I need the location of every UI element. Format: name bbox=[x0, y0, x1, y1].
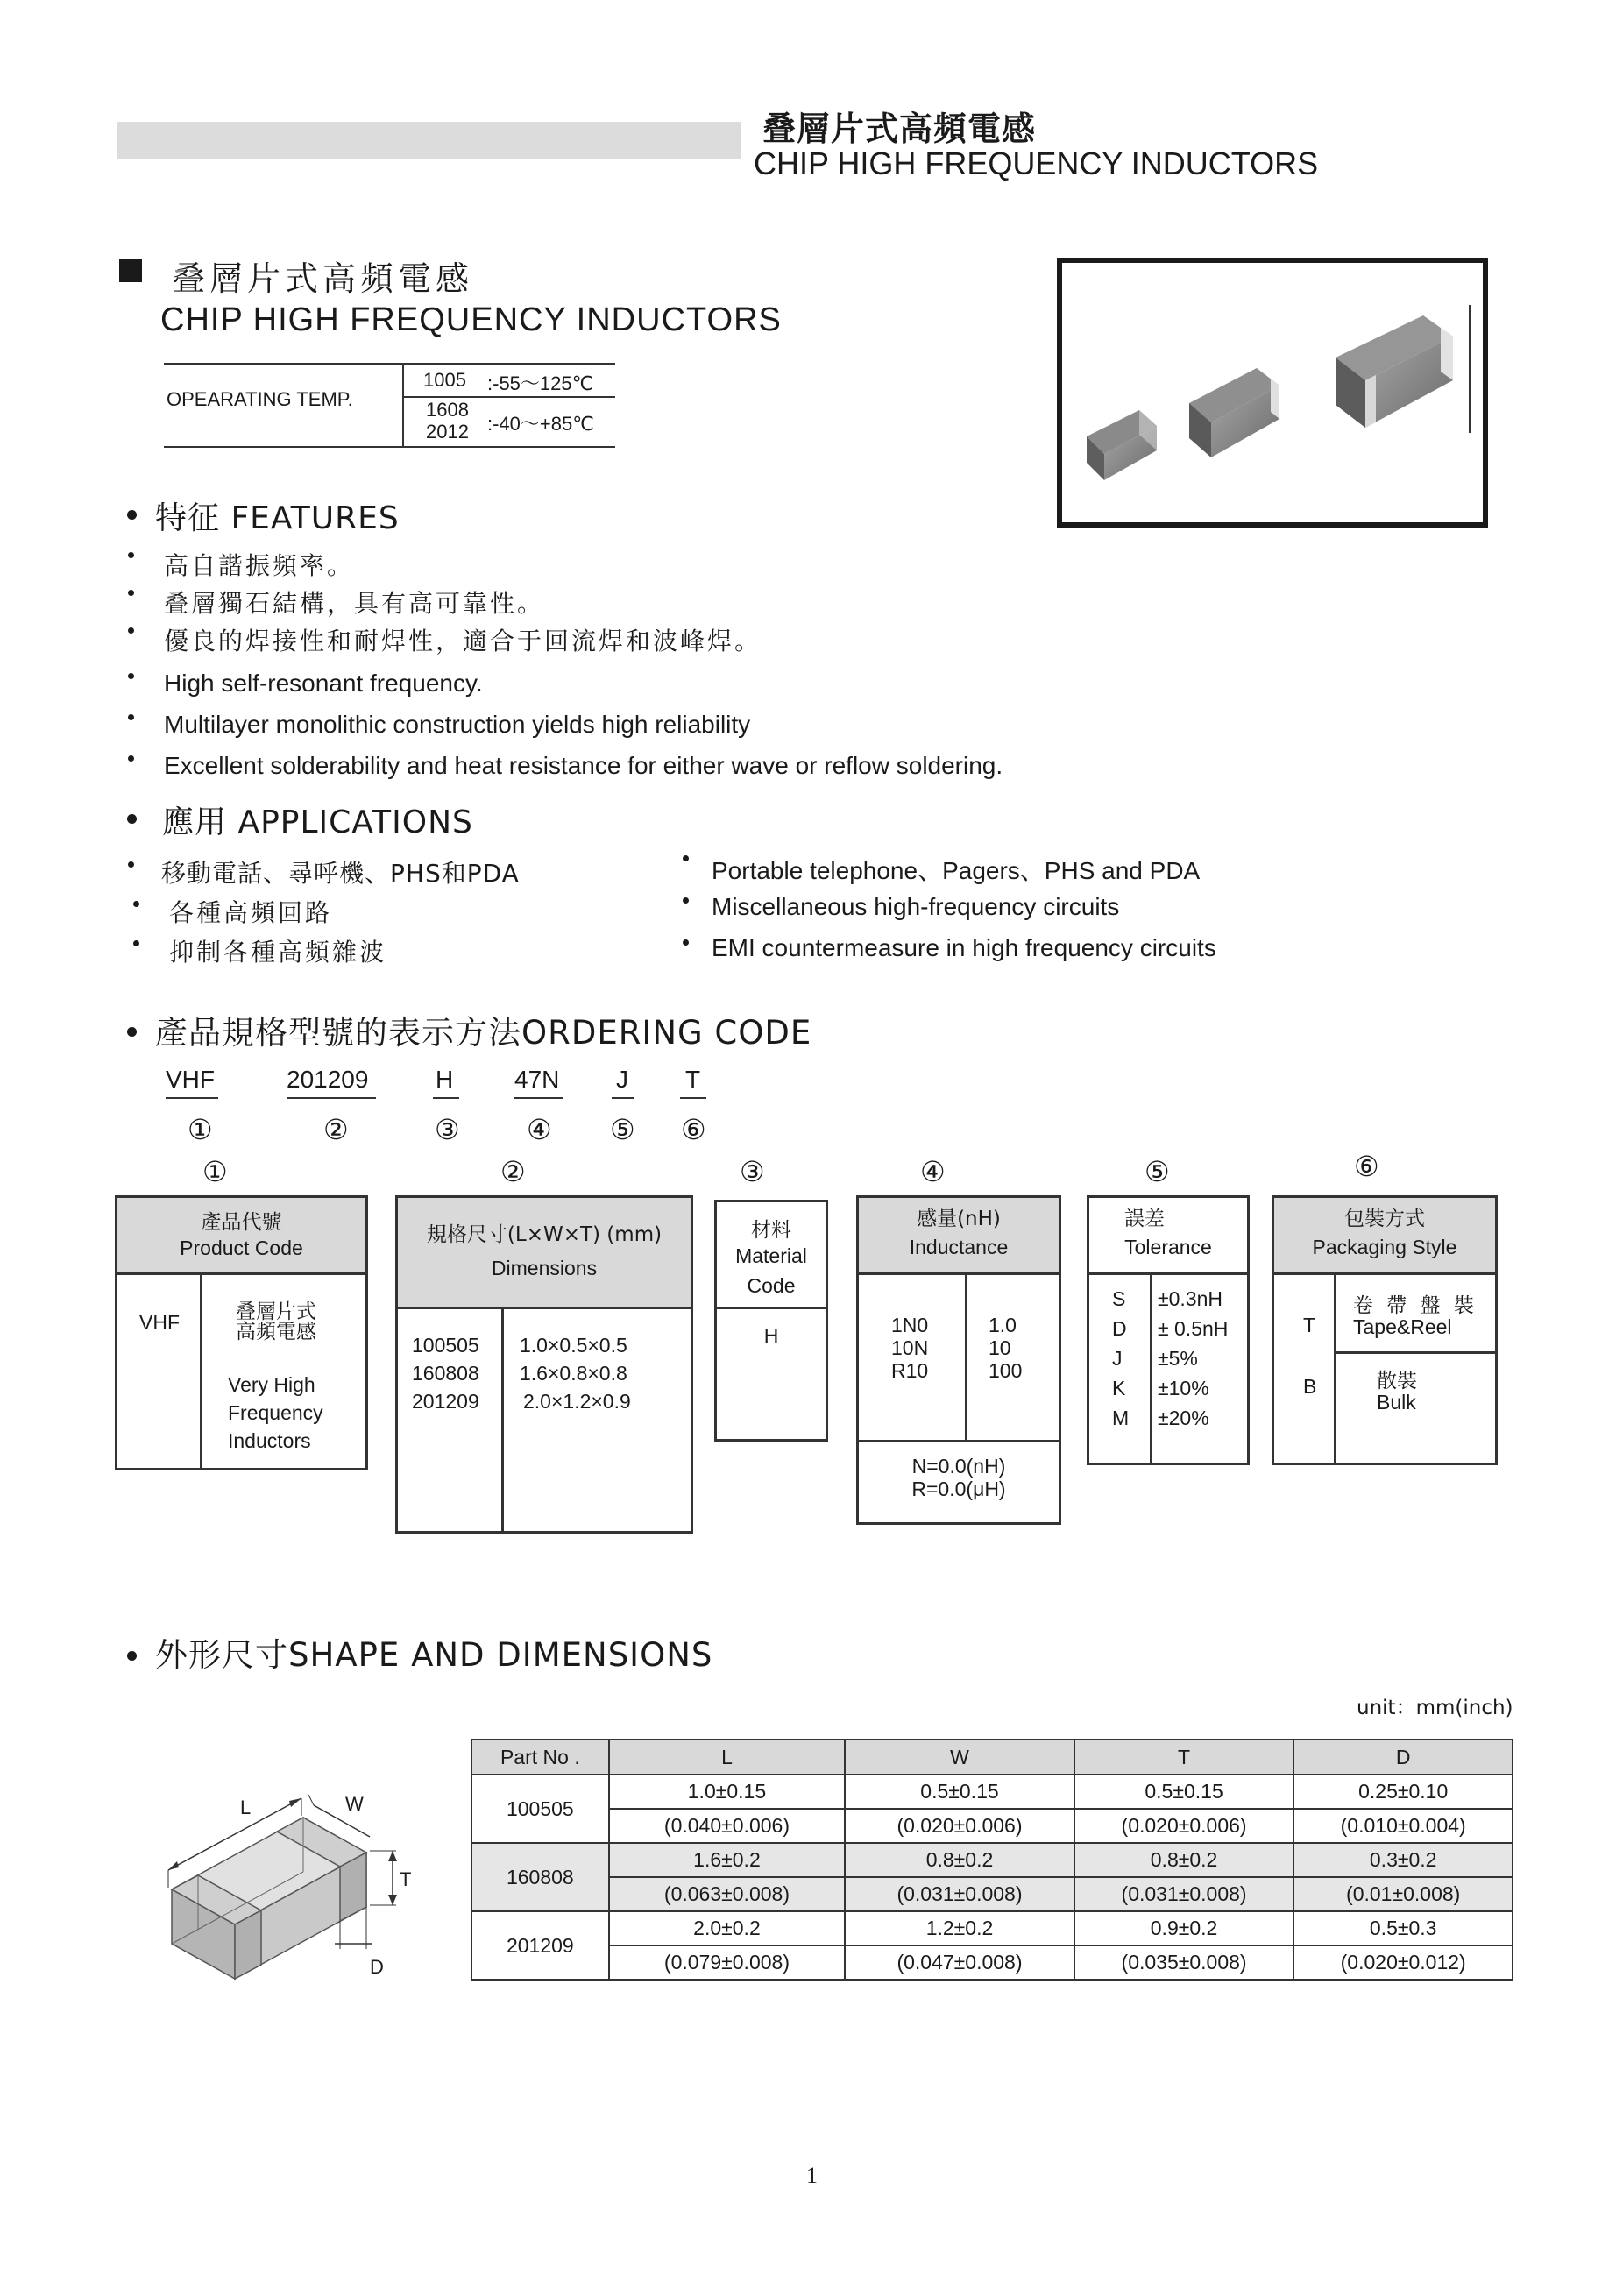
bullet-icon bbox=[128, 673, 134, 679]
box4-code-2: 10N bbox=[891, 1336, 929, 1359]
applications-bullet-icon bbox=[127, 814, 137, 824]
code-201209: 201209 bbox=[287, 1066, 369, 1093]
box1-desc-en2: Frequency bbox=[228, 1401, 323, 1424]
features-bullet-icon bbox=[127, 510, 137, 520]
product-code-box bbox=[115, 1195, 368, 1470]
bullet-icon bbox=[683, 855, 689, 861]
table-cell: 1.6±0.2 bbox=[609, 1843, 846, 1877]
bullet-icon bbox=[683, 897, 689, 904]
ordering-title: 產品規格型號的表示方法ORDERING CODE bbox=[155, 1014, 812, 1052]
feature-cn-3: 優良的焊接性和耐焊性，適合于回流焊和波峰焊。 bbox=[164, 627, 762, 655]
inductance-code-box bbox=[856, 1195, 1061, 1525]
table-row bbox=[471, 1775, 1513, 1809]
table-row bbox=[471, 1911, 1513, 1945]
code-num-3: ③ bbox=[435, 1113, 460, 1146]
header-title-cn: 叠層片式高頻電感 bbox=[762, 110, 1037, 148]
box2-head-cn: 規格尺寸(L×W×T) (mm) bbox=[426, 1223, 663, 1246]
code-num-5: ⑤ bbox=[610, 1113, 635, 1146]
features-title: 特征 FEATURES bbox=[155, 500, 400, 536]
box-head bbox=[398, 1198, 691, 1309]
app-cn-2: 各種高頻回路 bbox=[169, 898, 333, 927]
bullet-icon bbox=[128, 590, 134, 596]
box5-code-j: J bbox=[1112, 1347, 1123, 1370]
dimensions-title: 外形尺寸SHAPE AND DIMENSIONS bbox=[155, 1636, 713, 1674]
box6-code-b: B bbox=[1303, 1375, 1317, 1398]
box6-head-cn: 包裝方式 bbox=[1344, 1208, 1425, 1230]
box5-value-j: ±5% bbox=[1158, 1347, 1198, 1370]
box4-head-cn: 感量(nH) bbox=[917, 1208, 1001, 1230]
table-cell: 2.0±0.2 bbox=[609, 1911, 846, 1945]
code-j: J bbox=[616, 1066, 628, 1093]
operating-temp-label: OPEARATING TEMP. bbox=[167, 388, 353, 410]
app-en-1: Portable telephone、Pagers、PHS and PDA bbox=[712, 857, 1201, 884]
temp-range-1608-2012: :-40～+85℃ bbox=[487, 413, 594, 435]
box2-size-1: 1.0×0.5×0.5 bbox=[520, 1334, 627, 1357]
box2-num: ② bbox=[500, 1155, 526, 1188]
box5-value-k: ±10% bbox=[1158, 1377, 1209, 1400]
table-row bbox=[471, 1945, 1513, 1980]
box5-code-s: S bbox=[1112, 1287, 1126, 1310]
table-cell: (0.020±0.006) bbox=[845, 1809, 1074, 1843]
table-cell: 0.25±0.10 bbox=[1293, 1775, 1513, 1809]
box2-size-2: 1.6×0.8×0.8 bbox=[520, 1362, 627, 1385]
table-header-row bbox=[471, 1740, 1513, 1775]
table-cell: (0.040±0.006) bbox=[609, 1809, 846, 1843]
table-cell: 0.9±0.2 bbox=[1074, 1911, 1294, 1945]
box1-head-cn: 產品代號 bbox=[201, 1211, 282, 1234]
bullet-icon bbox=[133, 940, 139, 946]
box2-code-1: 100505 bbox=[412, 1334, 479, 1357]
tolerance-code-box bbox=[1087, 1195, 1250, 1465]
diagram-label-l: L bbox=[240, 1796, 252, 1818]
box5-num: ⑤ bbox=[1145, 1155, 1170, 1188]
section-square-icon bbox=[119, 259, 142, 282]
temp-size-1005: 1005 bbox=[423, 369, 466, 391]
code-47n: 47N bbox=[514, 1066, 560, 1093]
box5-code-k: K bbox=[1112, 1377, 1126, 1400]
table-cell: (0.079±0.008) bbox=[609, 1945, 846, 1980]
box4-value-1: 1.0 bbox=[989, 1314, 1017, 1336]
table-cell: 0.5±0.15 bbox=[1074, 1775, 1294, 1809]
box2-size-3: 2.0×1.2×0.9 bbox=[523, 1390, 631, 1413]
table-cell: 0.5±0.15 bbox=[845, 1775, 1074, 1809]
section-title-cn: 叠層片式高頻電感 bbox=[172, 259, 474, 298]
code-num-2: ② bbox=[323, 1113, 349, 1146]
box5-head-cn: 誤差 bbox=[1124, 1208, 1165, 1230]
chip-dimension-diagram bbox=[163, 1760, 443, 1984]
box3-head-en2: Code bbox=[747, 1274, 796, 1297]
bullet-icon bbox=[128, 861, 134, 868]
table-cell: (0.035±0.008) bbox=[1074, 1945, 1294, 1980]
bullet-icon bbox=[128, 552, 134, 558]
box4-value-3: 100 bbox=[989, 1359, 1023, 1382]
dimensions-table bbox=[471, 1739, 1513, 1981]
header-d: D bbox=[1293, 1740, 1513, 1775]
box6-cn-t: 卷 帶 盤 裝 bbox=[1353, 1294, 1478, 1317]
part-no-cell: 160808 bbox=[471, 1843, 609, 1911]
box5-code-d: D bbox=[1112, 1317, 1127, 1340]
box-head bbox=[859, 1198, 1059, 1275]
box6-cn-b: 散裝 bbox=[1377, 1370, 1417, 1392]
box4-note-1: N=0.0(nH) bbox=[911, 1455, 1006, 1478]
box6-code-t: T bbox=[1303, 1314, 1316, 1336]
box-head bbox=[717, 1202, 826, 1309]
box1-head-en: Product Code bbox=[180, 1237, 303, 1259]
table-cell: (0.031±0.008) bbox=[845, 1877, 1074, 1911]
box5-head-en: Tolerance bbox=[1124, 1236, 1212, 1258]
app-en-3: EMI countermeasure in high frequency circuits bbox=[712, 934, 1216, 961]
box6-head-en: Packaging Style bbox=[1312, 1236, 1457, 1258]
part-no-cell: 201209 bbox=[471, 1911, 609, 1980]
box5-value-m: ±20% bbox=[1158, 1407, 1209, 1429]
code-num-6: ⑥ bbox=[681, 1113, 706, 1146]
app-cn-1: 移動電話、尋呼機、PHS和PDA bbox=[161, 859, 520, 888]
section-title-en: CHIP HIGH FREQUENCY INDUCTORS bbox=[160, 301, 782, 338]
bullet-icon bbox=[128, 714, 134, 720]
table-cell: (0.031±0.008) bbox=[1074, 1877, 1294, 1911]
table-cell: 0.3±0.2 bbox=[1293, 1843, 1513, 1877]
table-row bbox=[471, 1843, 1513, 1877]
header-part-no: Part No . bbox=[471, 1740, 609, 1775]
code-num-1: ① bbox=[188, 1113, 213, 1146]
box1-code: VHF bbox=[139, 1311, 180, 1334]
box-head bbox=[117, 1198, 365, 1275]
box3-head-en1: Material bbox=[735, 1244, 807, 1267]
code-t: T bbox=[685, 1066, 701, 1093]
table-cell: (0.020±0.012) bbox=[1293, 1945, 1513, 1980]
box1-desc-en1: Very High bbox=[228, 1373, 315, 1396]
app-en-2: Miscellaneous high-frequency circuits bbox=[712, 893, 1120, 920]
table-cell: (0.01±0.008) bbox=[1293, 1877, 1513, 1911]
bullet-icon bbox=[128, 755, 134, 762]
feature-cn-1: 高自諧振頻率。 bbox=[164, 551, 355, 580]
box1-num: ① bbox=[202, 1155, 228, 1188]
material-code-box bbox=[714, 1200, 828, 1442]
bullet-icon bbox=[683, 939, 689, 946]
page-number: 1 bbox=[806, 2163, 818, 2188]
dimensions-bullet-icon bbox=[127, 1651, 137, 1661]
diagram-label-w: W bbox=[345, 1793, 364, 1815]
header-w: W bbox=[845, 1740, 1074, 1775]
table-cell: 1.0±0.15 bbox=[609, 1775, 846, 1809]
dimensions-code-box bbox=[395, 1195, 693, 1534]
table-cell: (0.047±0.008) bbox=[845, 1945, 1074, 1980]
table-row bbox=[471, 1809, 1513, 1843]
box3-head-cn: 材料 bbox=[751, 1219, 791, 1242]
unit-label: unit：mm(inch) bbox=[1357, 1697, 1513, 1719]
table-cell: (0.010±0.004) bbox=[1293, 1809, 1513, 1843]
box2-head-en: Dimensions bbox=[491, 1257, 598, 1279]
header-title-en: CHIP HIGH FREQUENCY INDUCTORS bbox=[754, 145, 1319, 181]
table-cell: 1.2±0.2 bbox=[845, 1911, 1074, 1945]
feature-en-1: High self-resonant frequency. bbox=[164, 670, 483, 697]
box1-desc-cn2: 高頻電感 bbox=[236, 1321, 316, 1343]
box3-value: H bbox=[763, 1324, 779, 1347]
feature-en-2: Multilayer monolithic construction yields high reliability bbox=[164, 711, 751, 738]
box4-num: ④ bbox=[920, 1155, 946, 1188]
feature-cn-2: 叠層獨石結構，具有高可靠性。 bbox=[164, 589, 545, 618]
box-head bbox=[1089, 1198, 1247, 1275]
temp-size-2012: 2012 bbox=[426, 421, 469, 443]
box5-value-d: ± 0.5nH bbox=[1158, 1317, 1229, 1340]
table-cell: (0.020±0.006) bbox=[1074, 1809, 1294, 1843]
box4-value-2: 10 bbox=[989, 1336, 1011, 1359]
inductor-chips-image bbox=[1062, 263, 1483, 522]
bullet-icon bbox=[128, 627, 134, 634]
table-cell: 0.8±0.2 bbox=[845, 1843, 1074, 1877]
box4-code-3: R10 bbox=[891, 1359, 929, 1382]
box1-desc-cn1: 叠層片式 bbox=[236, 1300, 316, 1323]
box6-num: ⑥ bbox=[1354, 1150, 1379, 1183]
box1-desc-en3: Inductors bbox=[228, 1429, 311, 1452]
applications-title: 應用 APPLICATIONS bbox=[162, 804, 473, 840]
box2-code-2: 160808 bbox=[412, 1362, 479, 1385]
box6-en-b: Bulk bbox=[1377, 1391, 1416, 1414]
header-t: T bbox=[1074, 1740, 1294, 1775]
box5-code-m: M bbox=[1112, 1407, 1130, 1429]
bullet-icon bbox=[133, 901, 139, 907]
table-cell: (0.063±0.008) bbox=[609, 1877, 846, 1911]
box5-value-s: ±0.3nH bbox=[1158, 1287, 1223, 1310]
packaging-code-box bbox=[1272, 1195, 1498, 1465]
ordering-bullet-icon bbox=[127, 1027, 137, 1037]
feature-en-3: Excellent solderability and heat resistance for either wave or reflow soldering. bbox=[164, 752, 1003, 779]
code-num-4: ④ bbox=[527, 1113, 552, 1146]
box4-code-1: 1N0 bbox=[891, 1314, 929, 1336]
box-head bbox=[1274, 1198, 1495, 1275]
box4-head-en: Inductance bbox=[909, 1236, 1009, 1258]
header-l: L bbox=[609, 1740, 846, 1775]
header-bar bbox=[117, 122, 741, 159]
table-cell: 0.8±0.2 bbox=[1074, 1843, 1294, 1877]
code-h: H bbox=[436, 1066, 454, 1093]
diagram-label-d: D bbox=[370, 1956, 384, 1978]
code-vhf: VHF bbox=[166, 1066, 215, 1093]
product-photo bbox=[1057, 258, 1488, 528]
part-no-cell: 100505 bbox=[471, 1775, 609, 1843]
diagram-label-t: T bbox=[400, 1868, 412, 1890]
box3-num: ③ bbox=[740, 1155, 765, 1188]
temp-size-1608: 1608 bbox=[426, 399, 469, 421]
box6-en-t: Tape&Reel bbox=[1353, 1315, 1452, 1338]
box4-note-2: R=0.0(μH) bbox=[911, 1478, 1006, 1500]
app-cn-3: 抑制各種高頻雜波 bbox=[169, 938, 387, 967]
table-row bbox=[471, 1877, 1513, 1911]
temp-range-1005: :-55～125℃ bbox=[487, 372, 594, 394]
box2-code-3: 201209 bbox=[412, 1390, 479, 1413]
table-cell: 0.5±0.3 bbox=[1293, 1911, 1513, 1945]
